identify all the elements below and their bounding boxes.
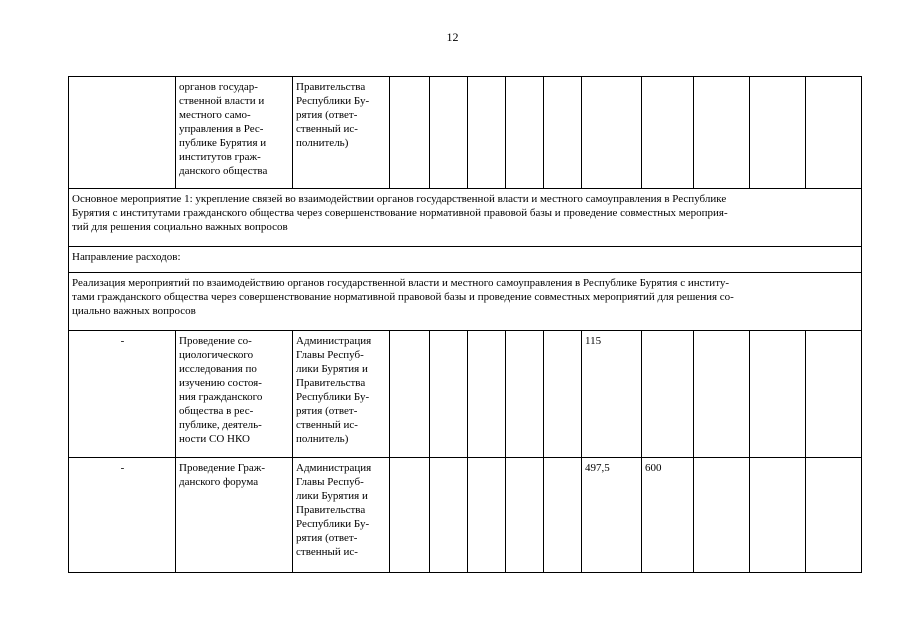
text-line: циологического	[179, 349, 254, 361]
value-cell	[468, 331, 506, 458]
text-line: Республики Бу-	[296, 518, 370, 530]
text-line: Бурятия с институтами гражданского общества через совершенствование нормативной правовой базы и проведение совместных мероприя-	[72, 207, 728, 219]
text-line: рятия (ответ-	[296, 405, 358, 417]
number-cell: -	[69, 331, 176, 458]
text-line: циально важных вопросов	[72, 305, 196, 317]
text-line: Направление расходов:	[72, 251, 181, 263]
table-row	[69, 189, 862, 247]
text-line: данского общества	[179, 165, 268, 177]
text-line: органов государ-	[179, 81, 258, 93]
value-cell	[468, 458, 506, 573]
text-line: тами гражданского общества через совершенствование нормативной правовой базы и проведение совместных мероприятий для решения со-	[72, 291, 734, 303]
value-cell: 497,5	[582, 458, 642, 573]
text-line: Администрация	[296, 335, 372, 347]
value-cell	[750, 77, 806, 189]
realization-cell	[69, 273, 862, 331]
page-number: 12	[446, 30, 459, 44]
value-cell	[582, 77, 642, 189]
text-line: ственный ис-	[296, 546, 358, 558]
text-line: рятия (ответ-	[296, 532, 358, 544]
text-line: лики Бурятия и	[296, 363, 368, 375]
value-cell	[390, 331, 430, 458]
value-cell	[694, 331, 750, 458]
value-cell: 600	[642, 458, 694, 573]
value-cell: 115	[582, 331, 642, 458]
executor-cell	[293, 77, 390, 189]
number-cell	[69, 77, 176, 189]
text-line: ственный ис-	[296, 419, 358, 431]
measure-cell	[176, 331, 293, 458]
text-line: Правительства	[296, 504, 366, 516]
text-line: лики Бурятия и	[296, 490, 368, 502]
text-line: местного само-	[179, 109, 251, 121]
text-line: ния гражданского	[179, 391, 263, 403]
value-cell	[750, 331, 806, 458]
value-cell	[694, 77, 750, 189]
text-line: Администрация	[296, 462, 372, 474]
executor-cell	[293, 458, 390, 573]
text-line: публике, деятель-	[179, 419, 262, 431]
value-cell	[390, 77, 430, 189]
value-cell	[430, 458, 468, 573]
value-cell	[468, 77, 506, 189]
table-row	[69, 273, 862, 331]
table-row	[69, 331, 862, 458]
value-cell	[544, 331, 582, 458]
text-line: ственный ис-	[296, 123, 358, 135]
value-cell	[642, 77, 694, 189]
value-cell	[506, 331, 544, 458]
text-line: Основное мероприятие 1: укрепление связей во взаимодействии органов государственной власти и местного самоуправления в Республике	[72, 193, 727, 205]
text-line: Проведение со-	[179, 335, 252, 347]
direction-cell	[69, 247, 862, 273]
text-line: Главы Респуб-	[296, 349, 364, 361]
text-line: публике Бурятия и	[179, 137, 267, 149]
value-cell	[544, 458, 582, 573]
measure-cell	[176, 77, 293, 189]
measure-cell	[176, 458, 293, 573]
value-cell	[642, 331, 694, 458]
text-line: Республики Бу-	[296, 95, 370, 107]
main-event-cell	[69, 189, 862, 247]
text-line: Правительства	[296, 81, 366, 93]
number-cell: -	[69, 458, 176, 573]
value-cell	[430, 331, 468, 458]
text-line: полнитель)	[296, 137, 349, 149]
program-table	[68, 76, 862, 573]
value-cell	[390, 458, 430, 573]
text-line: Реализация мероприятий по взаимодействию органов государственной власти и местного самоуправления в Республике Бурятия с институ-	[72, 277, 730, 289]
text-line: данского форума	[179, 476, 259, 488]
text-line: ности СО НКО	[179, 433, 250, 445]
text-line: общества в рес-	[179, 405, 254, 417]
value-cell	[544, 77, 582, 189]
value-cell	[506, 77, 544, 189]
table-row	[69, 77, 862, 189]
text-line: тий для решения социально важных вопросов	[72, 221, 288, 233]
text-line: Проведение Граж-	[179, 462, 266, 474]
executor-cell	[293, 331, 390, 458]
table-row	[69, 458, 862, 573]
text-line: рятия (ответ-	[296, 109, 358, 121]
value-cell	[506, 458, 544, 573]
table-row	[69, 247, 862, 273]
text-line: институтов граж-	[179, 151, 261, 163]
value-cell	[806, 458, 862, 573]
text-line: ственной власти и	[179, 95, 265, 107]
text-line: исследования по	[179, 363, 257, 375]
value-cell	[750, 458, 806, 573]
text-line: Главы Респуб-	[296, 476, 364, 488]
text-line: Правительства	[296, 377, 366, 389]
text-line: Республики Бу-	[296, 391, 370, 403]
text-line: управления в Рес-	[179, 123, 264, 135]
text-line: изучению состоя-	[179, 377, 262, 389]
value-cell	[694, 458, 750, 573]
value-cell	[806, 77, 862, 189]
value-cell	[430, 77, 468, 189]
value-cell	[806, 331, 862, 458]
text-line: полнитель)	[296, 433, 349, 445]
